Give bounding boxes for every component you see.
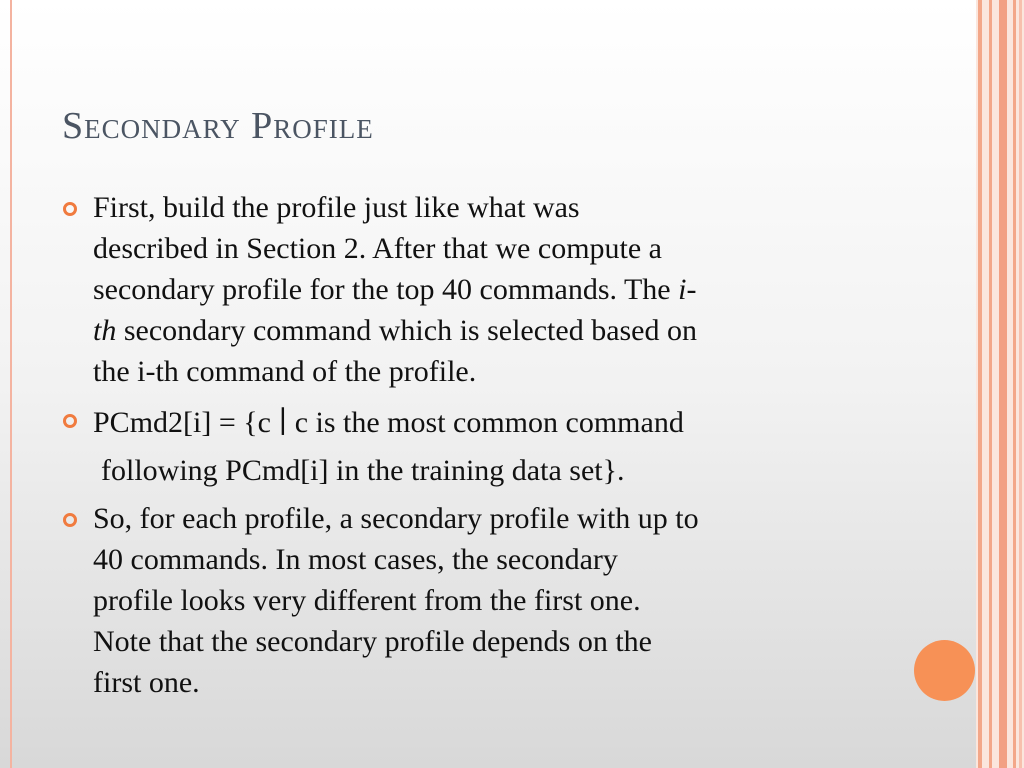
text-line: profile looks very different from the first one.: [93, 584, 641, 617]
text-line: [93, 310, 893, 351]
right-stripe: [999, 0, 1007, 768]
left-decorative-line: [10, 0, 12, 768]
text-line: [93, 269, 893, 310]
text-fragment: secondary profile for the top 40 commands. The: [93, 273, 679, 306]
text-line: Note that the secondary profile depends on the: [93, 625, 652, 658]
bullet-text: [93, 399, 893, 495]
right-stripe: [978, 0, 982, 768]
italic-fragment: i-: [678, 273, 697, 306]
text-line: 40 commands. In most cases, the secondary: [93, 543, 618, 576]
right-stripe: [989, 0, 992, 768]
bullet-icon: [63, 202, 77, 216]
text-line: first one.: [93, 666, 200, 699]
bullet-text: [93, 187, 893, 392]
right-stripe: [1013, 0, 1016, 768]
bullet-icon: [63, 414, 77, 428]
text-fragment: secondary command which is selected based on: [116, 314, 697, 347]
bullet-icon: [63, 513, 77, 527]
italic-fragment: th: [93, 314, 117, 347]
text-line: So, for each profile, a secondary profile with up to: [93, 502, 699, 535]
right-stripe: [1019, 0, 1022, 768]
bullet-text: [93, 498, 893, 703]
text-line: the i-th command of the profile.: [93, 355, 477, 388]
slide-title: Secondary Profile: [62, 105, 374, 147]
text-line: First, build the profile just like what was: [93, 191, 580, 224]
accent-circle: [914, 640, 975, 701]
text-line: following PCmd[i] in the training data set}.: [101, 454, 625, 487]
text-line: described in Section 2. After that we compute a: [93, 232, 662, 265]
text-line: PCmd2[i] = {c ∣ c is the most common command: [93, 406, 684, 439]
